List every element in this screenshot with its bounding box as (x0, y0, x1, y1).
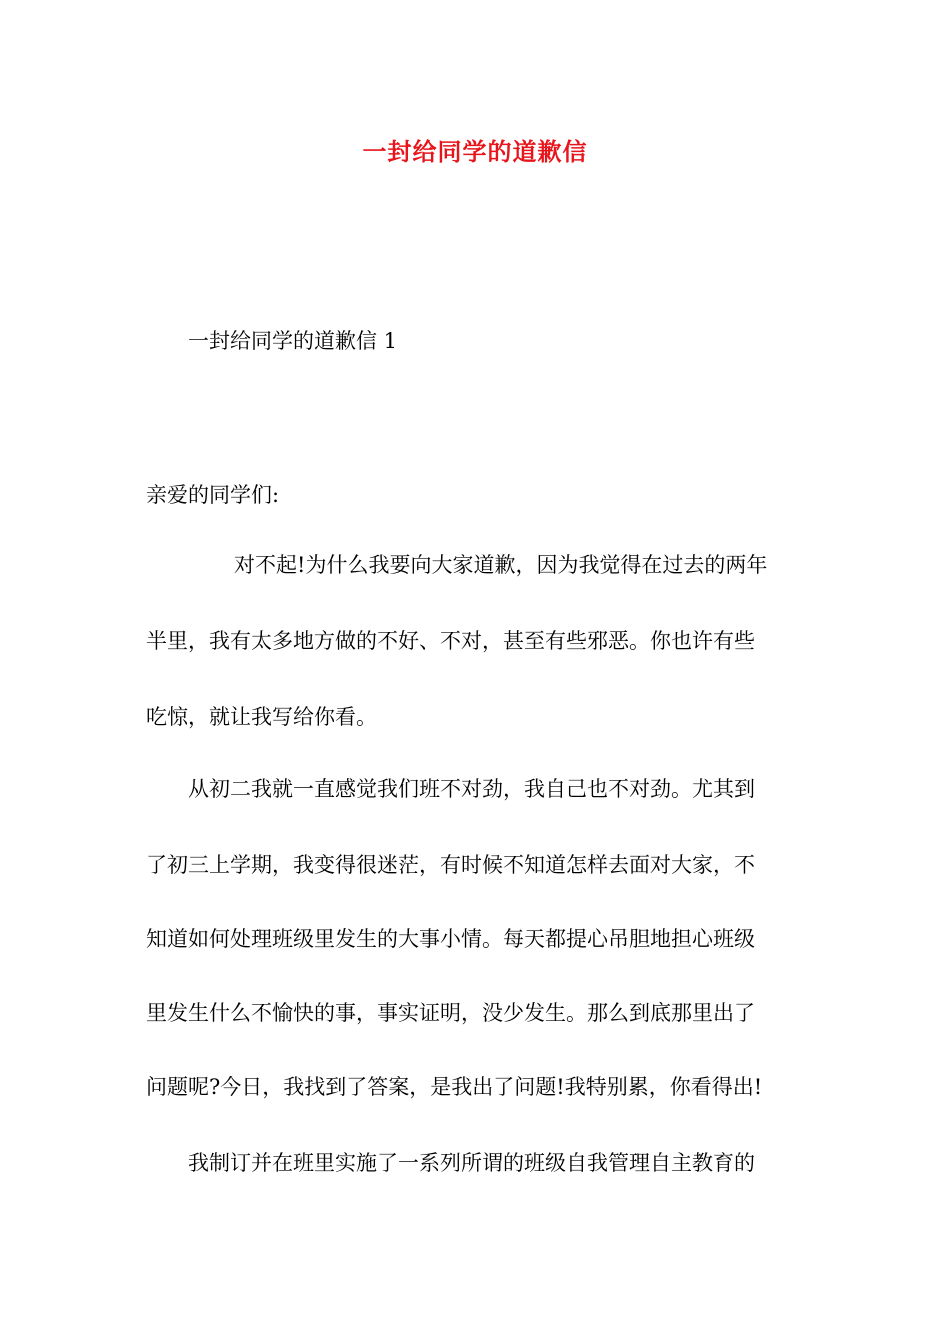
paragraph-line: 问题呢?今日，我找到了答案，是我出了问题!我特别累，你看得出! (146, 1075, 763, 1099)
paragraph-line: 半里，我有太多地方做的不好、不对，甚至有些邪恶。你也许有些 (146, 629, 755, 653)
document-title: 一封给同学的道歉信 (362, 137, 588, 166)
letter-salutation: 亲爱的同学们: (146, 483, 280, 507)
paragraph-line: 吃惊，就让我写给你看。 (146, 705, 377, 729)
paragraph-line: 我制订并在班里实施了一系列所谓的班级自我管理自主教育的 (188, 1151, 755, 1175)
paragraph-line: 知道如何处理班级里发生的大事小情。每天都提心吊胆地担心班级 (146, 927, 755, 951)
paragraph-line: 了初三上学期，我变得很迷茫，有时候不知道怎样去面对大家，不 (146, 853, 755, 877)
paragraph-line: 里发生什么不愉快的事，事实证明，没少发生。那么到底那里出了 (146, 1001, 755, 1025)
paragraph-line: 从初二我就一直感觉我们班不对劲，我自己也不对劲。尤其到 (188, 777, 755, 801)
section-heading: 一封给同学的道歉信 1 (188, 329, 398, 353)
paragraph-line: 对不起!为什么我要向大家道歉，因为我觉得在过去的两年 (234, 553, 768, 577)
